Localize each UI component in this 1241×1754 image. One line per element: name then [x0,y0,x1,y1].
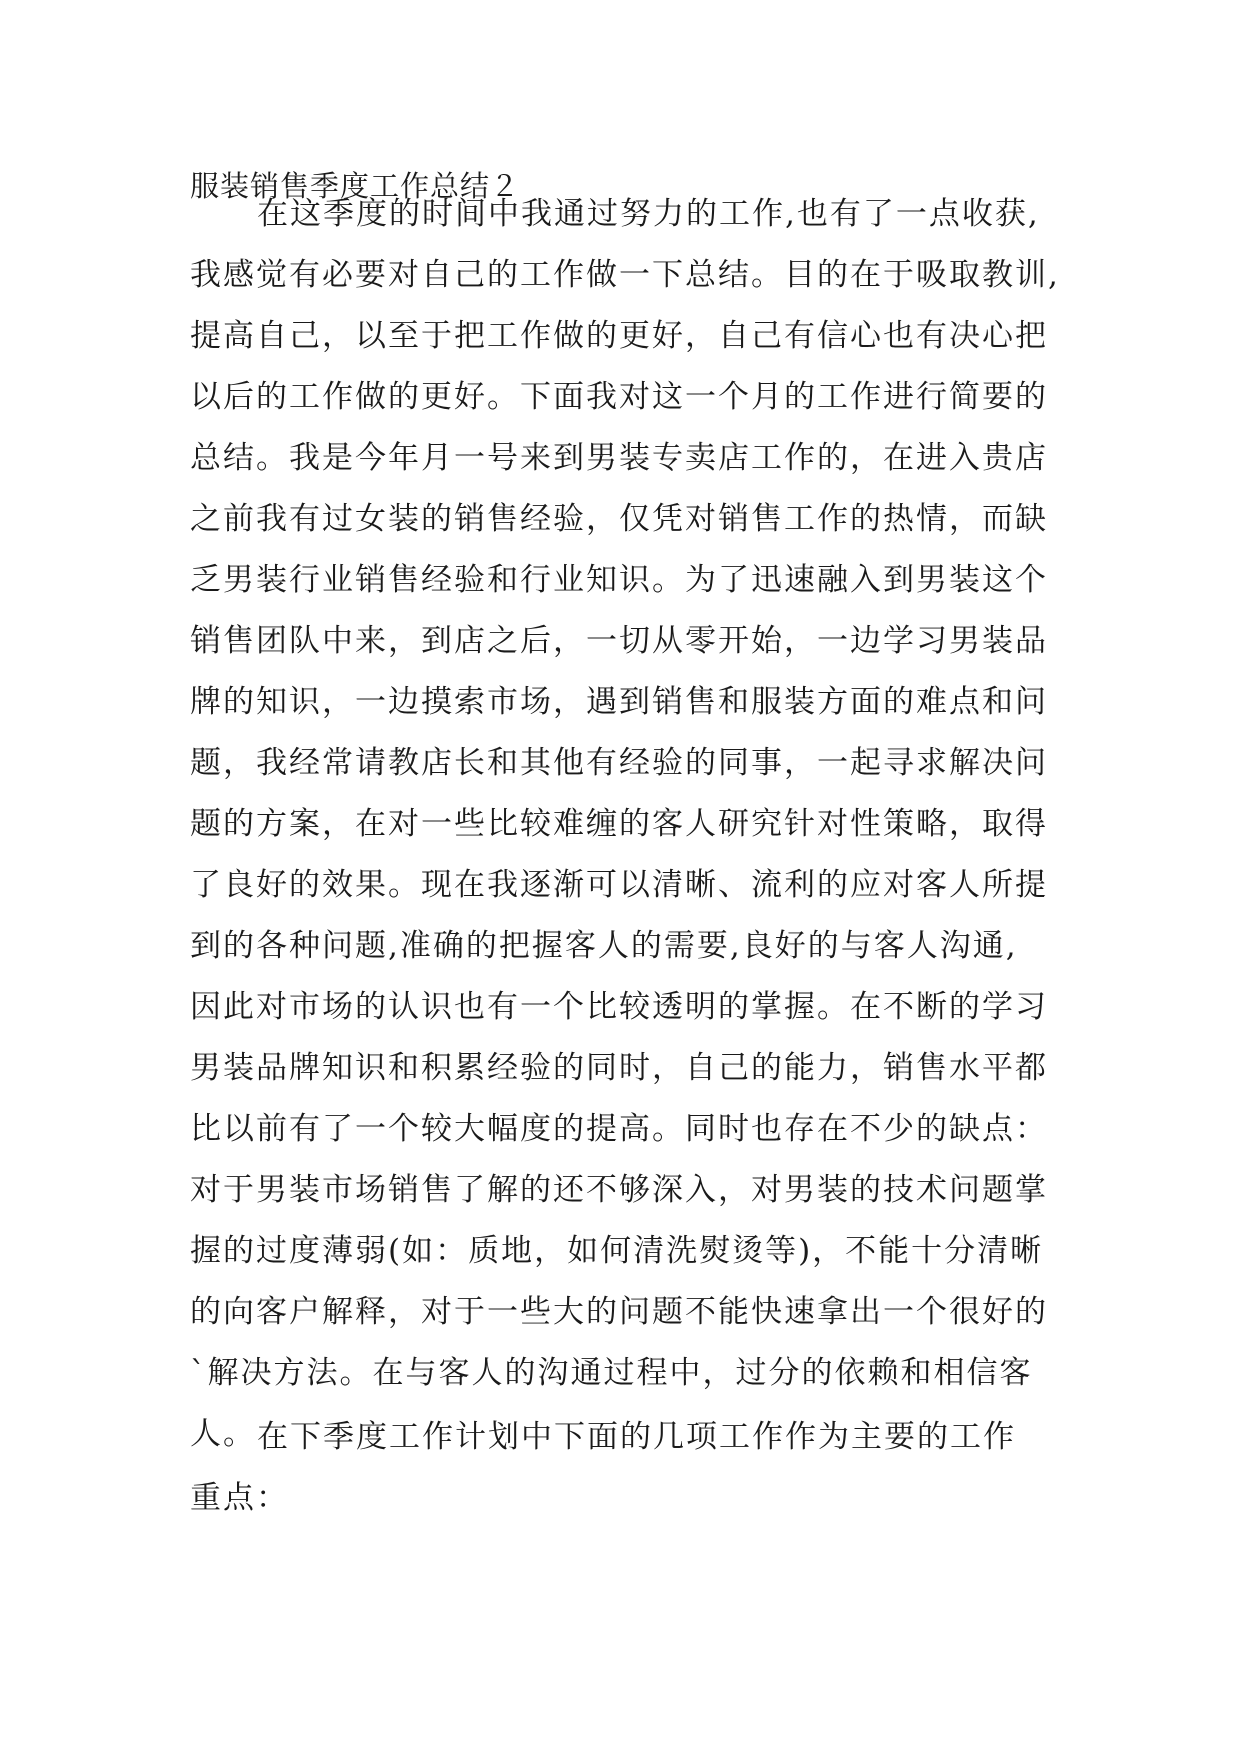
text-line: 人。 [190,1416,256,1452]
document-title: 服装销售季度工作总结２ [190,169,521,203]
text-line: 重点： [190,1480,289,1516]
text-line: 题的方案，在对一些比较难缠的客人研究针对性策略，取得 [190,806,1048,842]
text-line: 提高自己，以至于把工作做的更好，自己有信心也有决心把 [190,318,1048,354]
text-line: 销售团队中来，到店之后，一切从零开始，一边学习男装品 [190,623,1048,659]
text-line: 总结。我是今年月一号来到男装专卖店工作的，在进入贵店 [190,440,1048,476]
text-line: 牌的知识，一边摸索市场，遇到销售和服装方面的难点和问 [190,684,1048,720]
text-line: 之前我有过女装的销售经验，仅凭对销售工作的热情，而缺 [190,501,1048,537]
text-line: 在下季度工作计划中下面的几项工作作为主要的工作 [257,1419,1016,1455]
paragraph-plan [190,1407,1090,1529]
text-line: 了良好的效果。现在我逐渐可以清晰、流利的应对客人所提 [190,867,1048,903]
text-line: 到的各种问题,准确的把握客人的需要,良好的与客人沟通, [190,928,1018,964]
text-line: 在这季度的时间中我通过努力的工作,也有了一点收获, [257,196,1040,232]
text-line: 我感觉有必要对自己的工作做一下总结。目的在于吸取教训, [190,257,1060,293]
text-line: 因此对市场的认识也有一个比较透明的掌握。在不断的学习 [190,989,1048,1025]
text-line: 男装品牌知识和积累经验的同时，自己的能力，销售水平都 [190,1050,1048,1086]
text-line: 题，我经常请教店长和其他有经验的同事，一起寻求解决问 [190,745,1048,781]
text-line: 乏男装行业销售经验和行业知识。为了迅速融入到男装这个 [190,562,1048,598]
text-line: 对于男装市场销售了解的还不够深入，对男装的技术问题掌 [190,1172,1048,1208]
text-line: `解决方法。在与客人的沟通过程中，过分的依赖和相信客 [190,1355,1033,1391]
text-line: 以后的工作做的更好。下面我对这一个月的工作进行简要的 [190,379,1048,415]
paragraph-summary [190,184,1090,1465]
text-line: 比以前有了一个较大幅度的提高。同时也存在不少的缺点： [190,1111,1048,1147]
text-line: 的向客户解释，对于一些大的问题不能快速拿出一个很好的 [190,1294,1048,1330]
text-line: 握的过度薄弱(如：质地，如何清洗熨烫等)，不能十分清晰 [190,1233,1044,1269]
